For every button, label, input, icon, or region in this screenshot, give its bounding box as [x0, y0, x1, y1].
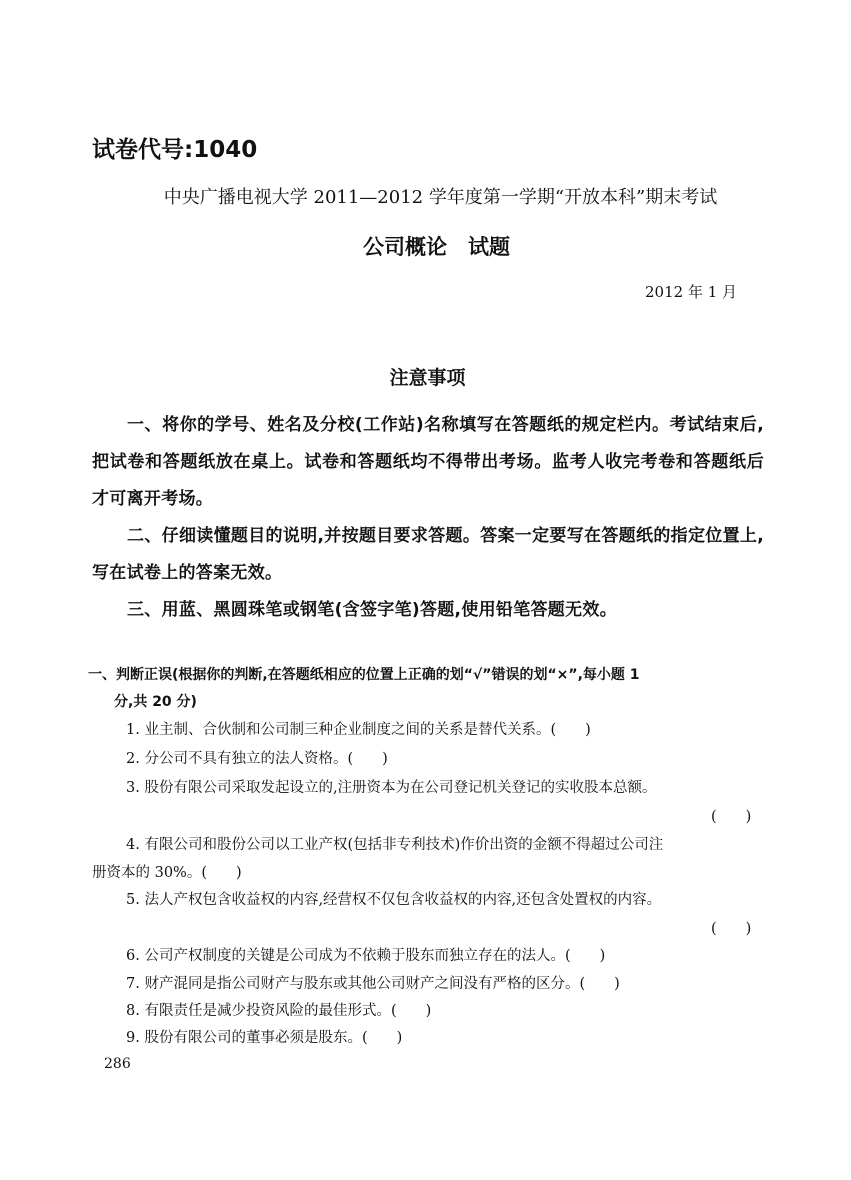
subject-title: 公司概论 试题	[363, 235, 510, 259]
question-text-cont: 册资本的 30%。( )	[92, 865, 242, 881]
page-number: 286	[104, 1056, 131, 1072]
notice-item: 二、仔细读懂题目的说明,并按题目要求答题。答案一定要写在答题纸的指定位置上,写在试卷上的答案无效。	[92, 526, 764, 583]
question-7	[92, 970, 766, 998]
notice-title: 注意事项	[389, 367, 466, 389]
notice-item: 三、用蓝、黑圆珠笔或钢笔(含签字笔)答题,使用铅笔答题无效。	[127, 600, 617, 620]
answer-paren: ( )	[711, 921, 752, 937]
exam-code-label: 试卷代号:1040	[92, 137, 258, 163]
section-heading-line: 分,共 20 分)	[114, 694, 197, 710]
question-9	[92, 1024, 766, 1052]
answer-paren: ( )	[711, 809, 752, 825]
question-text: 5. 法人产权包含收益权的内容,经营权不仅包含收益权的内容,还包含处置权的内容。	[126, 892, 662, 908]
question-text: 9. 股份有限公司的董事必须是股东。( )	[126, 1030, 403, 1046]
question-text: 1. 业主制、合伙制和公司制三种企业制度之间的关系是替代关系。( )	[126, 722, 591, 738]
question-text: 7. 财产混同是指公司财产与股东或其他公司财产之间没有严格的区分。( )	[126, 976, 620, 992]
question-text: 3. 股份有限公司采取发起设立的,注册资本为在公司登记机关登记的实收股本总额。	[126, 780, 657, 796]
question-1	[92, 716, 766, 744]
question-text: 6. 公司产权制度的关键是公司成为不依赖于股东而独立存在的法人。( )	[126, 948, 606, 964]
question-5	[92, 886, 766, 914]
question-3	[92, 774, 766, 802]
question-4	[92, 831, 766, 887]
question-2	[92, 745, 766, 773]
exam-date: 2012 年 1 月	[645, 283, 738, 301]
exam-title: 中央广播电视大学 2011—2012 学年度第一学期“开放本科”期末考试	[163, 187, 718, 208]
notice-item: 一、将你的学号、姓名及分校(工作站)名称填写在答题纸的规定栏内。考试结束后,把试卷和答题纸放在桌上。试卷和答题纸均不得带出考场。监考人收完考卷和答题纸后才可离开考场。	[92, 415, 764, 509]
question-8	[92, 997, 766, 1025]
question-text: 8. 有限责任是减少投资风险的最佳形式。( )	[126, 1003, 432, 1019]
section-heading	[88, 662, 768, 716]
question-text: 2. 分公司不具有独立的法人资格。( )	[126, 751, 388, 767]
section-heading-line: 一、判断正误(根据你的判断,在答题纸相应的位置上正确的划“√”错误的划“×”,每小题 1	[88, 667, 640, 683]
question-6	[92, 942, 766, 970]
question-text: 4. 有限公司和股份公司以工业产权(包括非专利技术)作价出资的金额不得超过公司注	[126, 837, 664, 853]
